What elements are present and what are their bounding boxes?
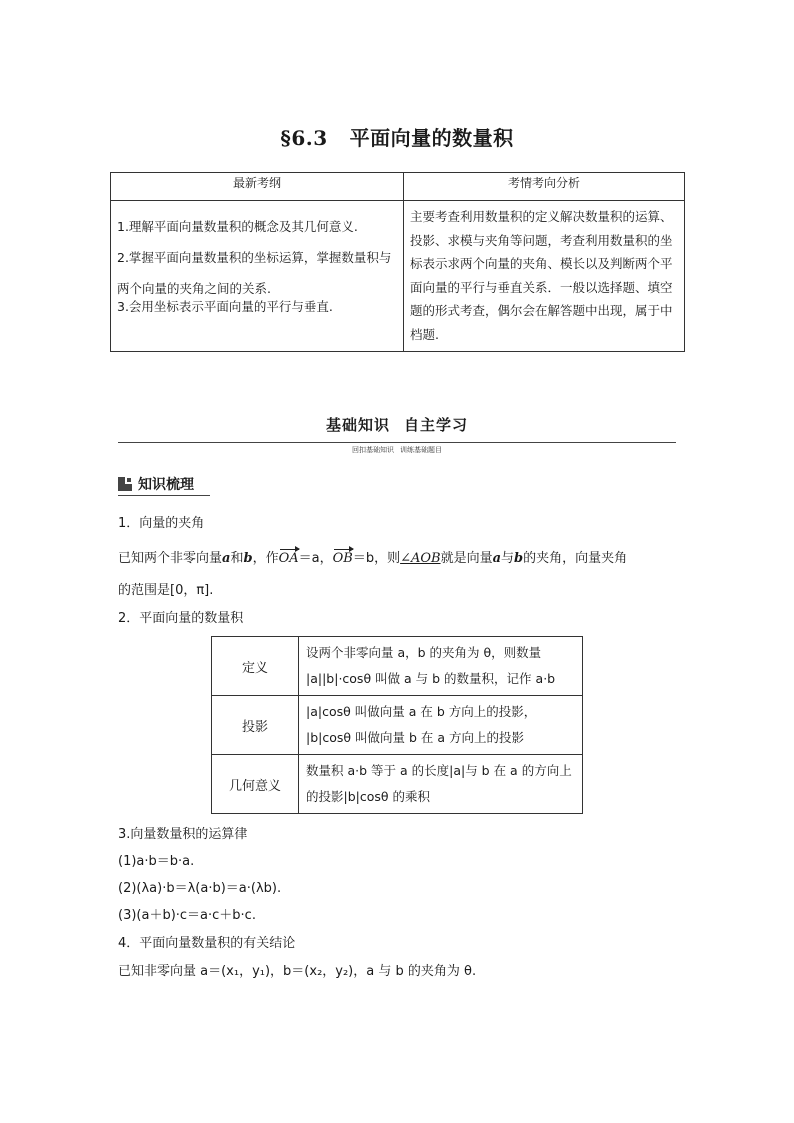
text-run: ，作 [252,551,279,566]
row-key: 定义 [212,637,299,696]
item1-range: 的范围是[0，π]. [118,583,214,598]
angle-aob: ∠AOB [400,551,441,566]
syllabus-item: 3.会用坐标表示平面向量的平行与垂直. [117,299,333,314]
syllabus-cell [111,201,404,352]
section-heading [0,414,794,435]
row-value [299,696,583,755]
text-run: 的夹角，向量夹角 [523,551,628,566]
syllabus-table [110,172,685,352]
row-line: |b|cosθ 叫做向量 b 在 a 方向上的投影 [306,730,524,745]
text-run: 已知两个非零向量 [118,551,223,566]
item4-heading: 4．平面向量数量积的有关结论 [118,936,296,951]
syllabus-item: 1.理解平面向量数量积的概念及其几何意义. [117,219,358,234]
row-key: 投影 [212,696,299,755]
vector-ob: OB [332,551,353,566]
vector-a: a [222,551,231,566]
table-row [212,637,583,696]
text-run: ＝b，则 [352,551,401,566]
text-run: 与 [501,551,515,566]
section-number: §6.3 [280,126,328,150]
text-run: 就是向量 [440,551,493,566]
text-run: ＝a， [298,551,333,566]
page-title [0,122,794,151]
section-subtitle [346,445,448,455]
item1-paragraph [118,550,627,568]
square-bullet-icon [118,477,132,491]
syllabus-item: 2.掌握平面向量数量积的坐标运算，掌握数量积与两个向量的夹角之间的关系. [117,250,392,296]
section-title-a: 基础知识 [325,416,390,434]
law-1: (1)a·b＝b·a. [118,854,195,869]
table-row [212,696,583,755]
row-value [299,755,583,814]
knowledge-heading [118,474,194,494]
row-line: 设两个非零向量 a，b 的夹角为 θ，则数量 [306,645,542,660]
section-title-b: 自主学习 [404,416,469,434]
knowledge-heading-text: 知识梳理 [138,477,194,493]
text-run: 和 [230,551,244,566]
knowledge-underline [118,495,210,496]
row-line: 数量积 a·b 等于 a 的长度|a|与 b 在 a 的方向上 [306,763,572,778]
table-header-analysis: 考情考向分析 [404,173,685,201]
table-row [212,755,583,814]
item3-heading: 3.向量数量积的运算律 [118,827,248,842]
title-text: 平面向量的数量积 [349,126,514,150]
item4-text: 已知非零向量 a＝(x₁，y₁)，b＝(x₂，y₂)，a 与 b 的夹角为 θ. [118,964,477,979]
row-key: 几何意义 [212,755,299,814]
vector-b: b [243,551,253,566]
analysis-cell: 主要考查利用数量积的定义解决数量积的运算、投影、求模与夹角等问题，考查利用数量积的坐标表示求两个向量的夹角、模长以及判断两个平面向量的平行与垂直关系．一般以选择题、填空题的形式考查，偶尔会在解答题中出现，属于中档题. [404,201,685,352]
table-header-syllabus: 最新考纲 [111,173,404,201]
law-3: (3)(a＋b)·c＝a·c＋b·c. [118,908,256,923]
section-sub-a: 回扣基础知识 [352,446,394,454]
item2-heading: 2．平面向量的数量积 [118,611,244,626]
vector-b: b [514,551,524,566]
vector-a: a [492,551,502,566]
law-2: (2)(λa)·b＝λ(a·b)＝a·(λb). [118,881,282,896]
item1-heading: 1．向量的夹角 [118,516,205,531]
vector-oa: OA [278,551,299,566]
section-subtitle-wrap [0,437,794,456]
row-value [299,637,583,696]
row-line: |a|cosθ 叫做向量 a 在 b 方向上的投影， [306,704,537,719]
row-line: 的投影|b|cosθ 的乘积 [306,789,431,804]
row-line: |a||b|·cosθ 叫做 a 与 b 的数量积，记作 a·b [306,671,556,686]
section-sub-b: 训练基础题目 [400,446,442,454]
dot-product-table [211,636,583,814]
